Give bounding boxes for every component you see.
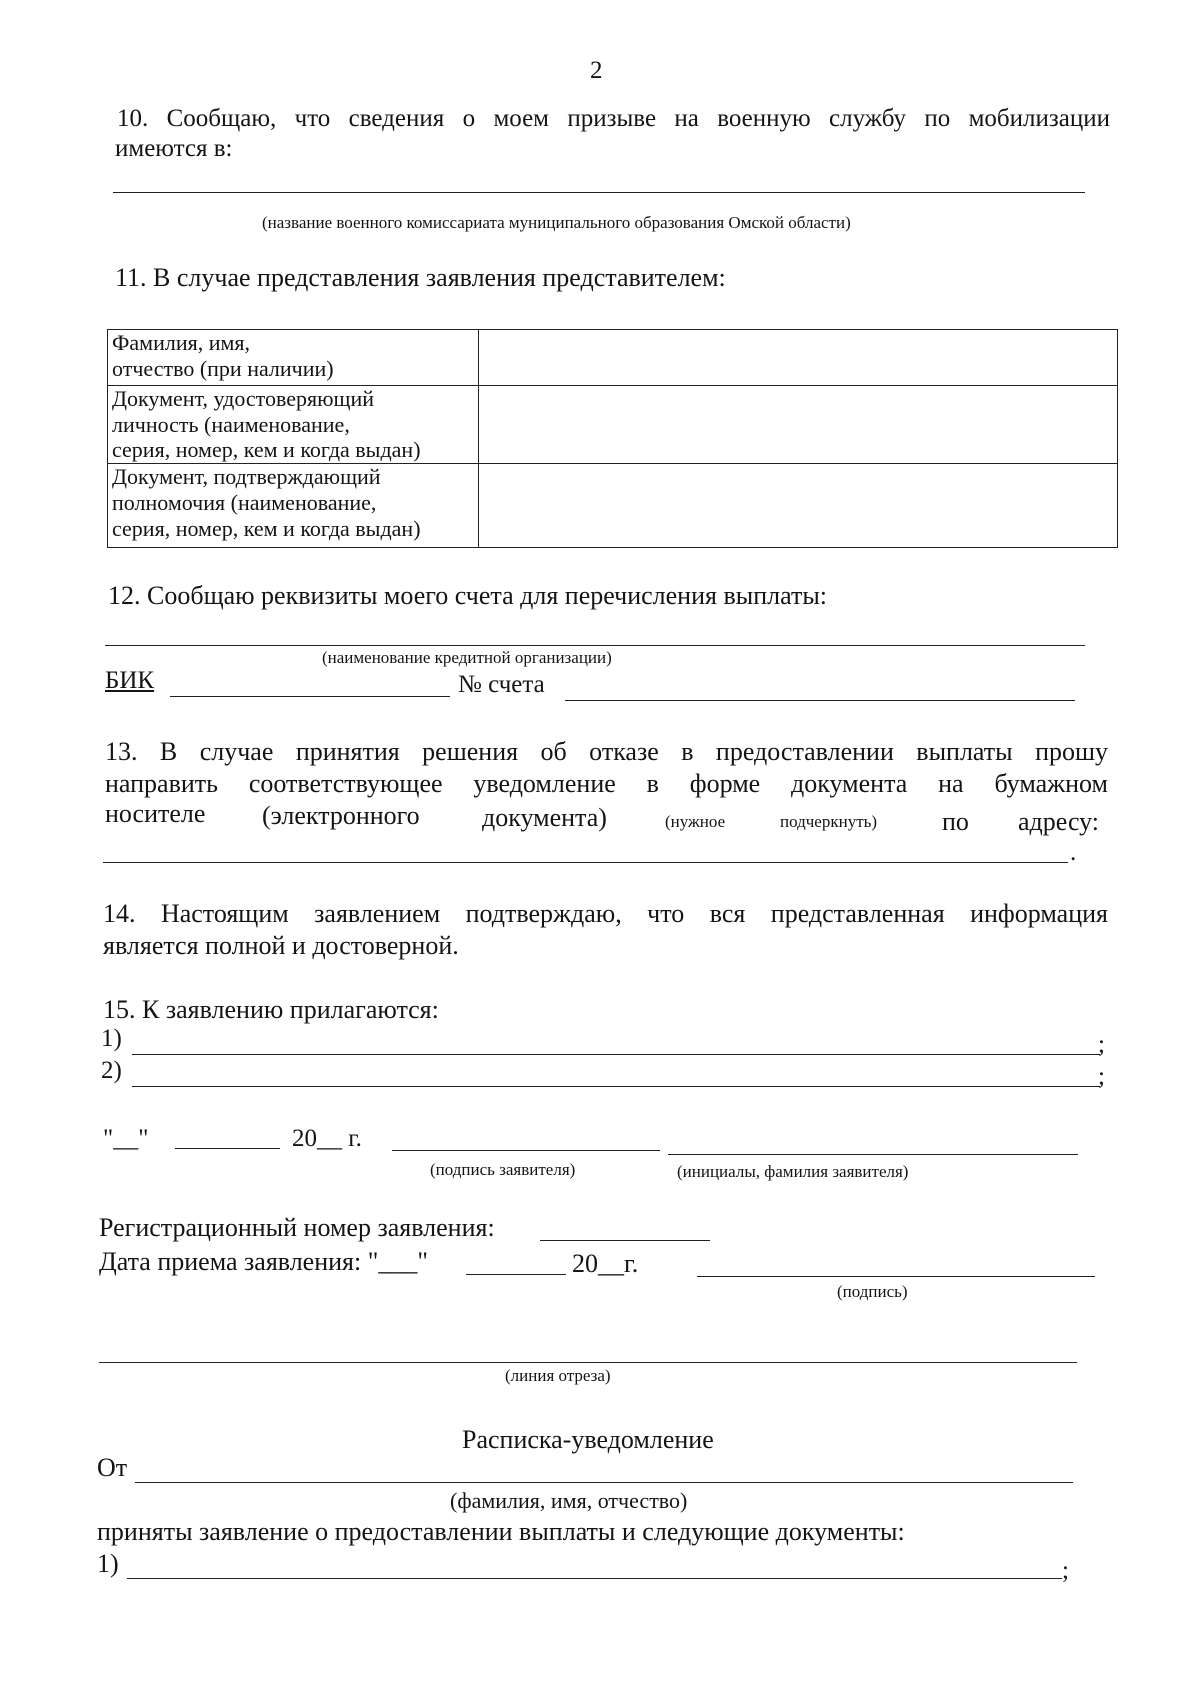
registration-number-label: Регистрационный номер заявления: (99, 1213, 495, 1242)
bank-name-input-line[interactable] (105, 645, 1085, 646)
receipt-date-label: Дата приема заявления: "___" (99, 1247, 428, 1276)
attachment-1-semicolon: ; (1098, 1031, 1105, 1058)
signature-day: "__" (103, 1125, 149, 1152)
s10-text-line1: 10. Сообщаю, что сведения о моем призыве на военную службу по мобилизации (117, 105, 1110, 132)
applicant-name-caption: (инициалы, фамилия заявителя) (677, 1162, 909, 1181)
cut-line (99, 1362, 1077, 1363)
registrar-signature-caption: (подпись) (837, 1282, 908, 1301)
receipt-name-caption: (фамилия, имя, отчество) (450, 1488, 688, 1513)
account-label: № счета (458, 671, 545, 698)
s14-text-line1: 14. Настоящим заявлением подтверждаю, что вся представленная информация (103, 899, 1108, 928)
receipt-item-1-semicolon: ; (1062, 1557, 1069, 1584)
applicant-signature-line[interactable] (392, 1150, 660, 1151)
receipt-item-1-input-line[interactable] (127, 1578, 1062, 1579)
attachment-1-input-line[interactable] (132, 1054, 1100, 1055)
representative-name-label: Фамилия, имя, отчество (при наличии) (108, 330, 479, 386)
military-commissariat-input-line[interactable] (113, 192, 1085, 193)
signature-year: 20__ г. (292, 1125, 362, 1152)
applicant-signature-caption: (подпись заявителя) (430, 1160, 576, 1179)
cut-line-caption: (линия отреза) (505, 1366, 611, 1385)
receipt-month-input-line[interactable] (466, 1274, 566, 1275)
table-row (108, 386, 1118, 464)
s15-title: 15. К заявлению прилагаются: (103, 995, 439, 1024)
receipt-from-label: От (97, 1453, 128, 1482)
s13-word-medium: носителе (105, 799, 206, 828)
s13-word-address: адресу: (1018, 807, 1100, 836)
s13-note-needed: (нужное (665, 812, 726, 831)
s13-word-document: документа) (482, 803, 607, 832)
attachment-2-semicolon: ; (1098, 1063, 1105, 1090)
representative-id-document-label: Документ, удостоверяющий личность (наименование, серия, номер, кем и когда выдан) (108, 386, 479, 464)
attachment-2-input-line[interactable] (132, 1086, 1100, 1087)
table-row (108, 330, 1118, 386)
s10-caption: (название военного комиссариата муниципального образования Омской области) (262, 213, 851, 232)
receipt-item-1-number: 1) (97, 1549, 119, 1578)
page-number: 2 (590, 57, 603, 84)
s10-text-line2: имеются в: (115, 135, 233, 162)
s13-text-line2: направить соответствующее уведомление в форме документа на бумажном (105, 769, 1108, 798)
representative-authority-document-label: Документ, подтверждающий полномочия (наименование, серия, номер, кем и когда выдан) (108, 464, 479, 548)
receipt-accepted-text: приняты заявление о предоставлении выплаты и следующие документы: (97, 1517, 905, 1546)
applicant-name-line[interactable] (668, 1154, 1078, 1155)
s13-word-to: по (942, 807, 969, 836)
s12-caption: (наименование кредитной организации) (322, 648, 612, 667)
address-input-line[interactable] (103, 862, 1068, 863)
account-input-line[interactable] (565, 700, 1075, 701)
s11-title: 11. В случае представления заявления представителем: (115, 263, 726, 292)
receipt-from-input-line[interactable] (135, 1482, 1073, 1483)
s14-text-line2: является полной и достоверной. (103, 931, 459, 960)
table-row (108, 464, 1118, 548)
representative-table (107, 329, 1118, 548)
s13-text-line1: 13. В случае принятия решения об отказе в предоставлении выплаты прошу (105, 737, 1108, 766)
receipt-title: Расписка-уведомление (462, 1425, 714, 1454)
representative-authority-document-input[interactable] (479, 464, 1118, 548)
s13-end-dot: . (1070, 839, 1077, 866)
representative-name-input[interactable] (479, 330, 1118, 386)
attachment-2-number: 2) (101, 1057, 122, 1084)
bik-label: БИК (105, 667, 155, 694)
registration-number-input-line[interactable] (540, 1240, 710, 1241)
representative-id-document-input[interactable] (479, 386, 1118, 464)
registrar-signature-line[interactable] (697, 1276, 1095, 1277)
signature-month-input-line[interactable] (175, 1148, 280, 1149)
s13-note-underline: подчеркнуть) (780, 812, 878, 831)
receipt-year: 20__г. (572, 1249, 639, 1278)
s13-word-electronic: (электронного (262, 801, 420, 830)
bik-input-line[interactable] (170, 696, 450, 697)
s12-title: 12. Сообщаю реквизиты моего счета для перечисления выплаты: (108, 581, 828, 610)
attachment-1-number: 1) (101, 1025, 122, 1052)
